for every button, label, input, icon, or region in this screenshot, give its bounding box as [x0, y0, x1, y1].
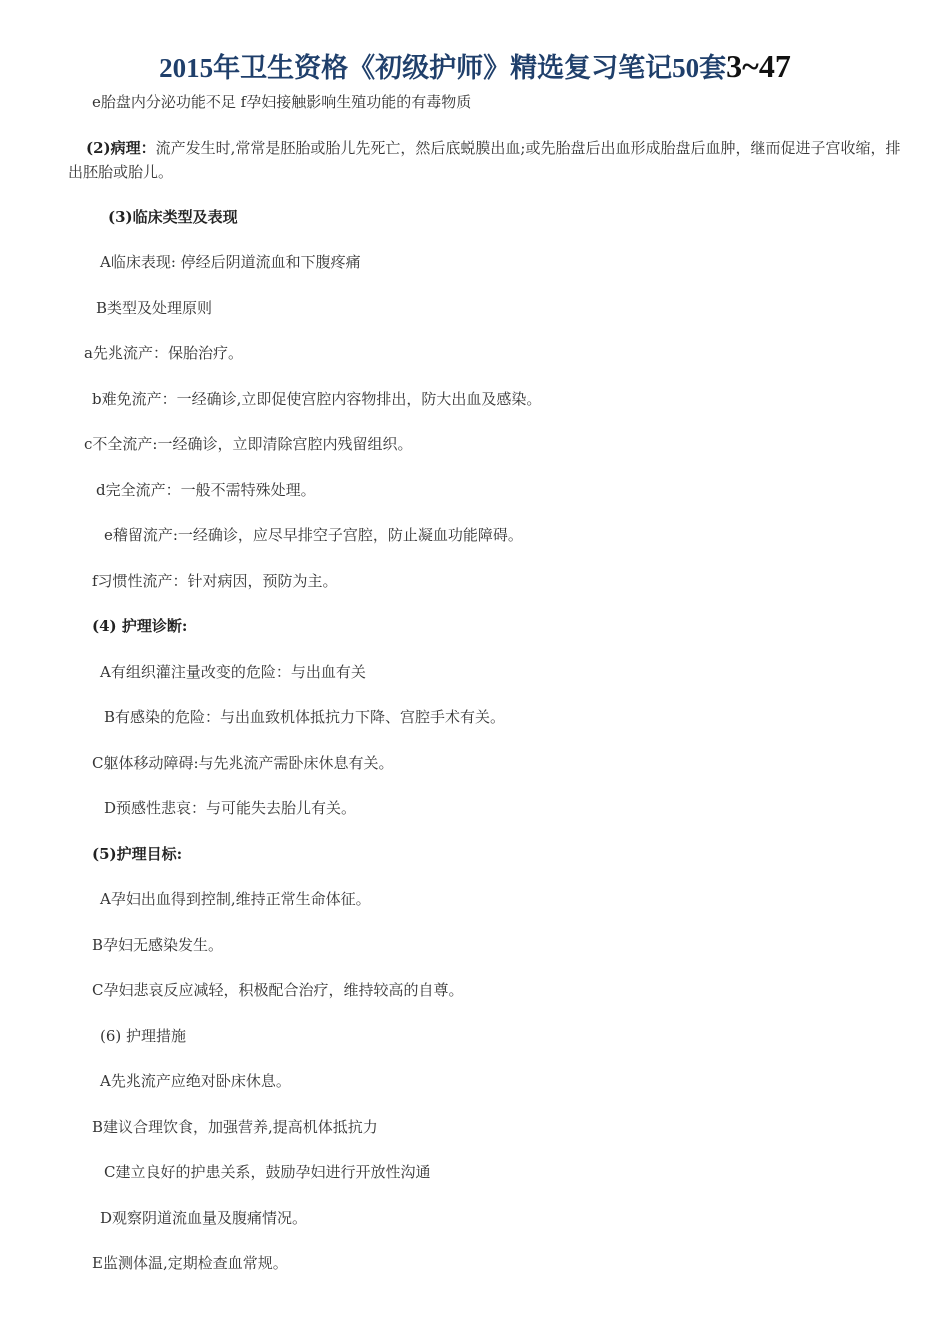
diagnosis-a: A有组织灌注量改变的危险：与出血有关: [100, 663, 366, 681]
title-text: 2015年卫生资格《初级护师》精选复习笔记50套: [159, 53, 727, 83]
type-a: a先兆流产：保胎治疗。: [84, 344, 243, 362]
pathology-label: (2)病理：: [86, 139, 156, 157]
diagnosis-c: C躯体移动障碍:与先兆流产需卧床休息有关。: [92, 754, 394, 772]
title-suffix: 3~47: [726, 48, 791, 84]
goals-b: B孕妇无感染发生。: [92, 936, 224, 954]
type-e: e稽留流产:一经确诊，应尽早排空子宫腔，防止凝血功能障碍。: [104, 526, 523, 544]
diagnosis-b: B有感染的危险：与出血致机体抵抗力下降、宫腔手术有关。: [104, 708, 506, 726]
measures-b: B建议合理饮食，加强营养,提高机体抵抗力: [92, 1118, 378, 1136]
clinical-a: A临床表现: 停经后阴道流血和下腹疼痛: [100, 253, 361, 271]
clinical-heading: (3)临床类型及表现: [108, 208, 238, 226]
goals-heading: (5)护理目标:: [92, 845, 183, 863]
measures-heading: (6) 护理措施: [100, 1027, 187, 1045]
measures-a: A先兆流产应绝对卧床休息。: [100, 1072, 291, 1090]
type-f: f习惯性流产：针对病因，预防为主。: [92, 572, 338, 590]
measures-c: C建立良好的护患关系，鼓励孕妇进行开放性沟通: [104, 1163, 431, 1181]
pathology-text: 流产发生时,常常是胚胎或胎儿先死亡，然后底蜕膜出血;或先胎盘后出血形成胎盘后血肿，继而促进子宫收缩，排出胚胎或胎儿。: [68, 139, 901, 181]
pathology-paragraph: [68, 136, 904, 184]
measures-d: D观察阴道流血量及腹痛情况。: [100, 1209, 308, 1227]
diagnosis-heading: (4) 护理诊断:: [92, 617, 188, 635]
diagnosis-d: D预感性悲哀：与可能失去胎儿有关。: [104, 799, 357, 817]
type-b: b难免流产：一经确诊,立即促使宫腔内容物排出，防大出血及感染。: [92, 390, 542, 408]
clinical-b: B类型及处理原则: [96, 299, 213, 317]
placenta-line: e胎盘内分泌功能不足 f孕妇接触影响生殖功能的有毒物质: [92, 93, 472, 111]
type-d: d完全流产：一般不需特殊处理。: [96, 481, 316, 499]
type-c: c不全流产:一经确诊，立即清除宫腔内残留组织。: [84, 435, 413, 453]
goals-c: C孕妇悲哀反应减轻，积极配合治疗，维持较高的自尊。: [92, 981, 464, 999]
document-title: [0, 46, 950, 85]
goals-a: A孕妇出血得到控制,维持正常生命体征。: [100, 890, 371, 908]
measures-e: E监测体温,定期检查血常规。: [92, 1254, 288, 1272]
